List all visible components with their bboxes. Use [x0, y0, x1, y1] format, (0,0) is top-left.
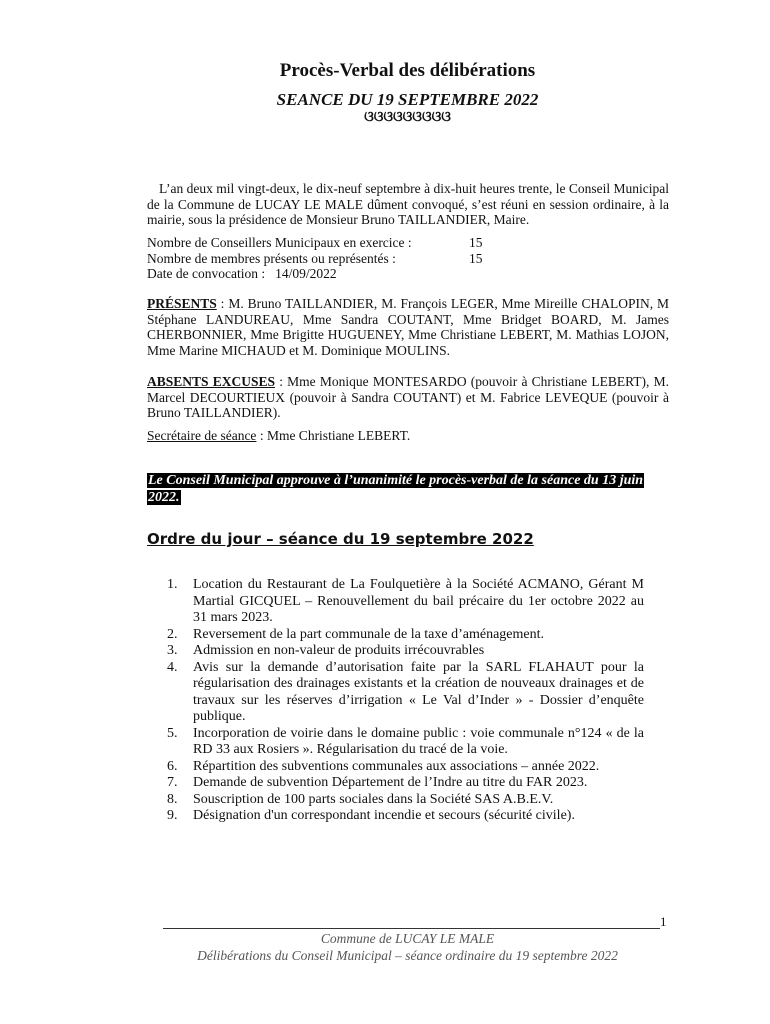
agenda-item-number: 4.	[167, 659, 178, 675]
agenda-item-text: Répartition des subventions communales aux associations – année 2022.	[193, 758, 600, 774]
stat-value: 15	[469, 250, 483, 266]
document-title: Procès-Verbal des délibérations	[279, 60, 536, 81]
agenda-item-number: 9.	[167, 808, 178, 823]
secretaire-paragraph	[147, 428, 669, 444]
presents-list: : M. Bruno TAILLANDIER, M. François LEGER, Mme Mireille CHALOPIN, M Stéphane LANDUREAU, Mme Sandra COUTANT, Mme Bridget BOARD, M. James CHERBONNIER, Mme Brigitte HUGUENEY, Mme Christiane LEBERT, M. Mathias LOJON, Mme Marine MICHAUD et M. Dominique MOULINS.	[147, 296, 669, 358]
agenda-item-text: Demande de subvention Département de l’Indre au titre du FAR 2023.	[193, 775, 588, 790]
secretaire-label: Secrétaire de séance	[147, 428, 257, 443]
agenda-item	[160, 808, 644, 825]
agenda-item	[160, 792, 644, 809]
agenda-item-number: 1.	[167, 577, 178, 592]
agenda-item	[160, 627, 644, 644]
agenda-item-text: Souscription de 100 parts sociales dans la Société SAS A.B.E.V.	[193, 791, 554, 807]
agenda-item-text: Incorporation de voirie dans le domaine public : voie communale n°124 « de la RD 33 aux Rosiers ». Régularisation du tracé de la voie.	[193, 725, 644, 757]
absents-paragraph	[147, 374, 669, 421]
stat-label: Nombre de membres présents ou représentés :	[147, 250, 396, 266]
stat-value: 15	[469, 235, 483, 250]
session-subtitle: SEANCE DU 19 SEPTEMBRE 2022	[276, 90, 539, 109]
footer-session: Délibérations du Conseil Municipal – séance ordinaire du 19 septembre 2022	[197, 948, 618, 963]
agenda-item	[160, 643, 644, 660]
agenda-item-text: Reversement de la part communale de la taxe d’aménagement.	[193, 626, 545, 642]
stat-row-convocation	[147, 266, 669, 282]
agenda-item-number: 5.	[167, 725, 178, 741]
intro-paragraph: L’an deux mil vingt-deux, le dix-neuf septembre à dix-huit heures trente, le Conseil Municipal de la Commune de LUCAY LE MALE dûment convoqué, s’est réuni en session ordinaire, à la mairie, sous la présidence de Monsieur Bruno TAILLANDIER, Maire.	[147, 181, 669, 227]
footer-divider	[163, 928, 660, 929]
agenda-list	[160, 577, 644, 825]
agenda-item-text: Avis sur la demande d’autorisation faite par la SARL FLAHAUT pour la régularisation des drainages existants et la création de nouveaux drainages et de travaux sur les réserves d’irrigation « Le Val d’Inder » - Dossier d’enquête publique.	[193, 659, 644, 724]
stats-block	[147, 235, 669, 282]
agenda-item	[160, 759, 644, 776]
secretaire-name: : Mme Christiane LEBERT.	[256, 428, 411, 443]
absents-list: : Mme Monique MONTESARDO (pouvoir à Christiane LEBERT), M. Marcel DECOURTIEUX (pouvoir à Sandra COUTANT) et M. Fabrice LEVEQUE (pouvoir à Bruno TAILLANDIER).	[147, 374, 669, 420]
agenda-item-number: 3.	[167, 643, 178, 658]
presents-paragraph	[147, 296, 669, 358]
approval-statement	[147, 472, 669, 506]
convocation-date: 14/09/2022	[275, 266, 337, 281]
agenda-item	[160, 660, 644, 726]
convocation-label: Date de convocation :	[147, 266, 266, 281]
agenda-item-text: Location du Restaurant de La Foulquetière à la Société ACMANO, Gérant M Martial GICQUEL – Renouvellement du bail précaire du 1er octobre 2022 au 31 mars 2023.	[193, 577, 644, 625]
agenda-item-number: 7.	[167, 775, 178, 790]
decorative-ornament: ଓଓଓଓଓଓଓଓଓ	[364, 110, 451, 125]
absents-label: ABSENTS EXCUSES	[147, 374, 276, 389]
agenda-item	[160, 577, 644, 627]
agenda-item-text: Admission en non-valeur de produits irrécouvrables	[193, 643, 485, 658]
presents-label: PRÉSENTS	[147, 296, 217, 311]
agenda-item	[160, 726, 644, 759]
stat-label: Nombre de Conseillers Municipaux en exercice :	[147, 235, 412, 250]
agenda-title: Ordre du jour – séance du 19 septembre 2022	[147, 530, 534, 548]
agenda-item-number: 8.	[167, 791, 178, 807]
agenda-item	[160, 775, 644, 792]
footer-commune: Commune de LUCAY LE MALE	[320, 931, 495, 946]
approval-text: Le Conseil Municipal approuve à l’unanimité le procès-verbal de la séance du 13 juin 2022.	[148, 473, 644, 505]
stat-row-presents	[147, 251, 669, 267]
stat-row-conseillers	[147, 235, 669, 251]
agenda-item-text: Désignation d'un correspondant incendie et secours (sécurité civile).	[193, 808, 575, 823]
agenda-item-number: 6.	[167, 758, 178, 774]
agenda-item-number: 2.	[167, 626, 178, 642]
page-number: 1	[660, 914, 667, 929]
